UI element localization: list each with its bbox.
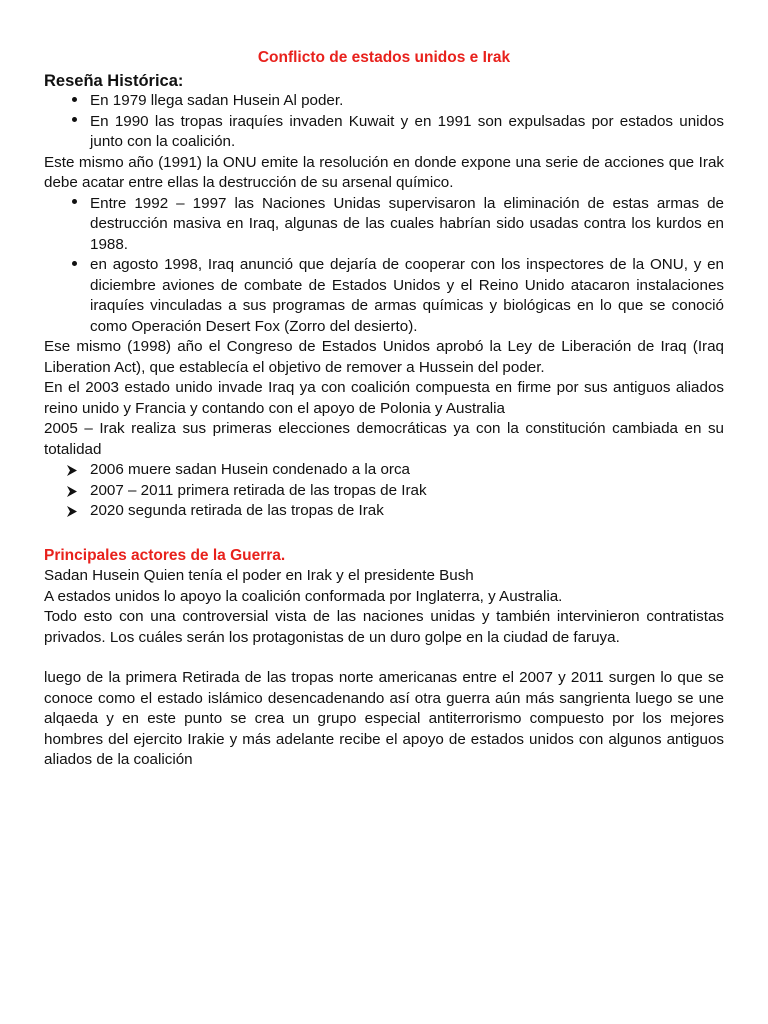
arrow-bullet-icon	[66, 501, 82, 517]
bullet-list-b	[44, 194, 724, 338]
arrow-list	[44, 460, 724, 522]
paragraph: A estados unidos lo apoyo la coalición conformada por Inglaterra, y Australia.	[44, 587, 563, 605]
paragraph: En el 2003 estado unido invade Iraq ya con coalición compuesta en firme por sus antiguos aliados reino unido y Francia y contando con el apoyo de Polonia y Australia	[44, 379, 724, 417]
paragraph: Todo esto con una controversial vista de las naciones unidas y también intervinieron contratistas privados. Los cuáles serán los protagonistas de un duro golpe en la ciudad de faruya.	[44, 608, 724, 646]
list-item-text: En 1990 las tropas iraquíes invaden Kuwait y en 1991 son expulsadas por estados unidos junto con la coalición.	[90, 112, 724, 150]
bullet-dot-icon	[66, 112, 82, 133]
bullet-dot-icon	[66, 255, 82, 276]
bullet-dot-icon	[66, 194, 82, 215]
arrow-bullet-icon	[66, 481, 82, 497]
list-item	[44, 91, 724, 112]
list-item	[44, 481, 724, 502]
paragraph: Este mismo año (1991) la ONU emite la resolución en donde expone una serie de acciones que Irak debe acatar entre ellas la destrucción de su arsenal químico.	[44, 153, 724, 191]
arrow-bullet-icon	[66, 460, 82, 476]
list-item-text: 2007 – 2011 primera retirada de las tropas de Irak	[90, 481, 427, 499]
list-item	[44, 194, 724, 256]
paragraph: 2005 – Irak realiza sus primeras elecciones democráticas ya con la constitución cambiada en su totalidad	[44, 420, 724, 458]
list-item	[44, 112, 724, 153]
list-item-text: en agosto 1998, Iraq anunció que dejaría de cooperar con los inspectores de la ONU, y en diciembre aviones de combate de Estados Unidos y el Reino Unido atacaron instalaciones iraquíes vinculadas a sus programas de armas químicas y biológicas en lo que se conoció como Operación Desert Fox (Zorro del desierto).	[90, 256, 724, 335]
list-item-text: 2006 muere sadan Husein condenado a la orca	[90, 461, 411, 478]
bullet-dot-icon	[66, 91, 82, 112]
list-item	[44, 460, 724, 481]
resena-heading: Reseña Histórica:	[44, 71, 184, 90]
list-item-text: Entre 1992 – 1997 las Naciones Unidas supervisaron la eliminación de estas armas de destrucción masiva en Iraq, algunas de las cuales habrían sido usadas contra los kurdos en 1988.	[90, 194, 724, 253]
list-item	[44, 501, 724, 522]
bullet-list-a	[44, 91, 724, 153]
paragraph: Ese mismo (1998) año el Congreso de Estados Unidos aprobó la Ley de Liberación de Iraq (Iraq Liberation Act), que establecía el objetivo de remover a Hussein del poder.	[44, 338, 724, 376]
list-item-text: En 1979 llega sadan Husein Al poder.	[90, 92, 344, 109]
list-item-text: 2020 segunda retirada de las tropas de Irak	[90, 502, 384, 519]
list-item	[44, 255, 724, 337]
paragraph: Sadan Husein Quien tenía el poder en Irak y el presidente Bush	[44, 567, 474, 584]
document-title: Conflicto de estados unidos e Irak	[257, 49, 511, 66]
paragraph: luego de la primera Retirada de las tropas norte americanas entre el 2007 y 2011 surgen lo que se conoce como el estado islámico desencadenando así otra guerra aún más sangrienta luego se une alqaeda y en este punto se crea un grupo especial antiterrorismo compuesto por los mejores hombres del ejercito Irakie y más adelante recibe el apoyo de estados unidos con algunos antiguos aliados de la coalición	[44, 669, 724, 768]
actores-heading: Principales actores de la Guerra.	[44, 546, 286, 564]
